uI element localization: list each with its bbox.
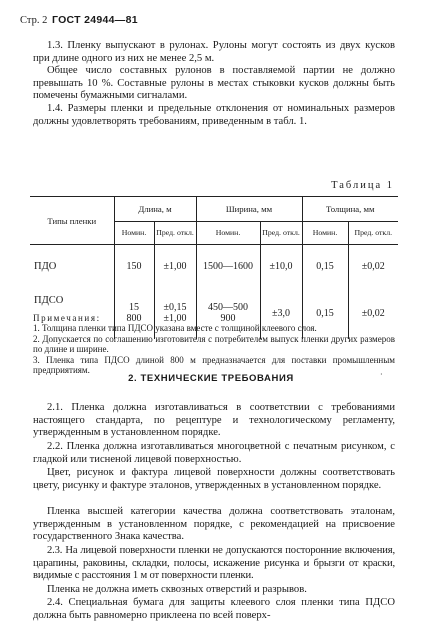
table-notes <box>33 313 395 375</box>
paragraph-2-2-color: Цвет, рисунок и фактура лицевой поверхности должны соответствовать цвету, рисунку и фактуре эталонов, утвержденных в установленном порядке. <box>33 467 395 491</box>
column-header-type: Типы пленки <box>47 215 97 226</box>
paragraph-1-3: 1.3. Пленку выпускают в рулонах. Рулоны могут состоять из двух кусков при длине одного из них не менее 2,5 м. <box>33 40 395 64</box>
cell-width-deviation: ±3,0 <box>260 287 302 339</box>
cell-length-nominal: 15 800 <box>114 287 154 339</box>
cell-length-deviation: ±0,15 ±1,00 <box>154 287 196 339</box>
paragraph-2-4: 2.4. Специальная бумага для защиты клеевого слоя пленки типа ПДСО должна быть равномерно приклеена по всей поверх- <box>33 597 395 621</box>
cell-length-deviation: ±1,00 <box>154 245 196 288</box>
page-prefix: Стр. <box>20 15 40 26</box>
column-group-thickness: Толщина, мм <box>302 197 398 222</box>
notes-title: Примечания: <box>33 313 101 323</box>
column-header-nominal: Номин. <box>114 222 154 245</box>
page-header <box>20 14 138 26</box>
page-number: 2 <box>42 15 48 26</box>
margin-mark: · <box>380 370 383 379</box>
cell-thickness-nominal: 0,15 <box>302 287 348 339</box>
section-title: 2. ТЕХНИЧЕСКИЕ ТРЕБОВАНИЯ <box>128 373 294 384</box>
cell-type: ПДО <box>34 260 57 272</box>
column-header-nominal: Номин. <box>302 222 348 245</box>
cell-length-nominal: 150 <box>114 245 154 288</box>
column-header-deviation: Пред. откл. <box>348 222 398 245</box>
cell-thickness-nominal: 0,15 <box>302 245 348 288</box>
column-header-deviation: Пред. откл. <box>154 222 196 245</box>
note-item: 2. Допускается по соглашению изготовителя с потребителем выпуск пленки других размеров по длине и ширине. <box>33 333 395 355</box>
cell-width-nominal: 450—500 900 <box>196 287 260 339</box>
column-header-deviation: Пред. откл. <box>260 222 302 245</box>
cell-thickness-deviation: ±0,02 <box>348 287 398 339</box>
standard-number: ГОСТ 24944—81 <box>51 14 138 26</box>
paragraph-2-2-quality: Пленка высшей категории качества должна соответствовать эталонам, утвержденным в установленном порядке, с рекомендацией на присвоение государственного Знака качества. <box>33 506 395 543</box>
cell-width-nominal: 1500—1600 <box>196 245 260 288</box>
column-header-nominal: Номин. <box>196 222 260 245</box>
note-item: 3. Пленка типа ПДСО длиной 800 м предназначается для поставки промышленным предприятиям. <box>33 354 395 376</box>
note-item: 1. Толщина пленки типа ПДСО указана вместе с толщиной клеевого слоя. <box>33 323 317 334</box>
table-row <box>30 245 398 288</box>
cell-type: ПДСО <box>34 295 64 306</box>
paragraph-2-3: 2.3. На лицевой поверхности пленки не допускаются посторонние включения, царапины, раковины, складки, полосы, искажение рисунка и брызги от краски, видимые с расстояния 1 м от поверхности пленки. <box>33 545 395 582</box>
table-caption: Таблица 1 <box>331 180 394 191</box>
paragraph-2-1: 2.1. Пленка должна изготавливаться в соответствии с требованиями настоящего стандарта, по рецептуре и технологическому регламенту, утвержденным в установленном порядке. <box>33 402 395 439</box>
paragraph-1-4: 1.4. Размеры пленки и предельные отклонения от номинальных размеров должны удовлетворять требованиям, приведенным в табл. 1. <box>33 103 395 127</box>
column-group-length: Длина, м <box>114 197 196 222</box>
paragraph-2-3-holes: Пленка не должна иметь сквозных отверстий и разрывов. <box>47 584 307 595</box>
cell-width-deviation: ±10,0 <box>260 245 302 288</box>
paragraph-2-2: 2.2. Пленка должна изготавливаться многоцветной с печатным рисунком, с гладкой или тисненой лицевой поверхностью. <box>33 441 395 465</box>
paragraph-1-3-cont: Общее число составных рулонов в поставляемой партии не должно превышать 10 %. Составные рулоны в местах стыковки кусков должны быть помечены бумажными сигналами. <box>33 65 395 102</box>
column-group-width: Ширина, мм <box>196 197 302 222</box>
cell-thickness-deviation: ±0,02 <box>348 245 398 288</box>
